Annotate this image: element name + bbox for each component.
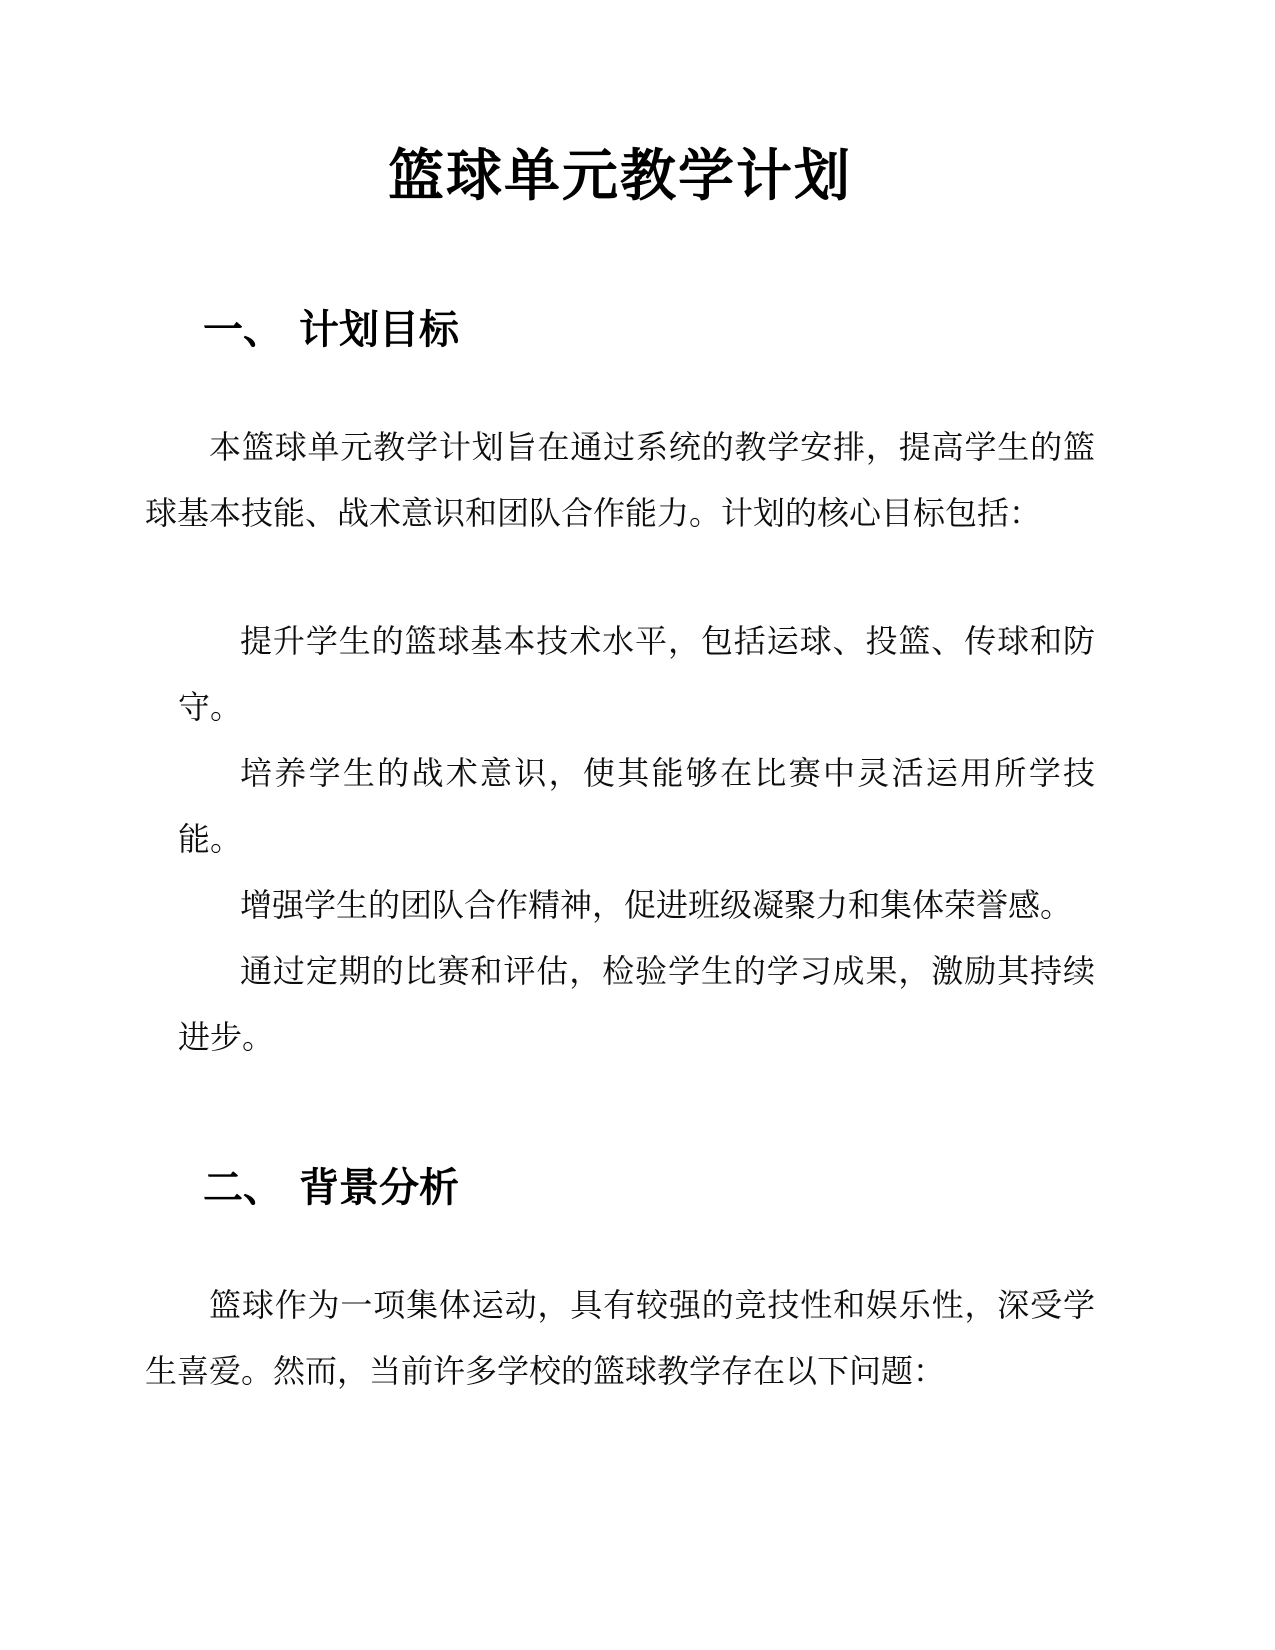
section-heading-plan-goals bbox=[145, 304, 1095, 356]
section-intro-paragraph: 本篮球单元教学计划旨在通过系统的教学安排，提高学生的篮球基本技能、战术意识和团队合作能力。计划的核心目标包括： bbox=[145, 429, 1095, 531]
section-heading-label: 背景分析 bbox=[299, 1166, 459, 1210]
section-heading-label: 计划目标 bbox=[299, 308, 459, 352]
section-intro-paragraph: 篮球作为一项集体运动，具有较强的竞技性和娱乐性，深受学生喜爱。然而，当前许多学校的篮球教学存在以下问题： bbox=[145, 1287, 1095, 1389]
list-item: 提升学生的篮球基本技术水平，包括运球、投篮、传球和防守。 bbox=[178, 623, 1095, 725]
list-item: 培养学生的战术意识，使其能够在比赛中灵活运用所学技能。 bbox=[178, 755, 1095, 857]
goal-list bbox=[145, 608, 1095, 1070]
document-title: 篮球单元教学计划 bbox=[388, 144, 852, 207]
section-number: 二、 bbox=[203, 1166, 283, 1210]
section-number: 一、 bbox=[203, 308, 283, 352]
list-item: 通过定期的比赛和评估，检验学生的学习成果，激励其持续进步。 bbox=[178, 953, 1095, 1055]
list-item: 增强学生的团队合作精神，促进班级凝聚力和集体荣誉感。 bbox=[240, 887, 1073, 923]
section-heading-background-analysis bbox=[145, 1162, 1095, 1214]
